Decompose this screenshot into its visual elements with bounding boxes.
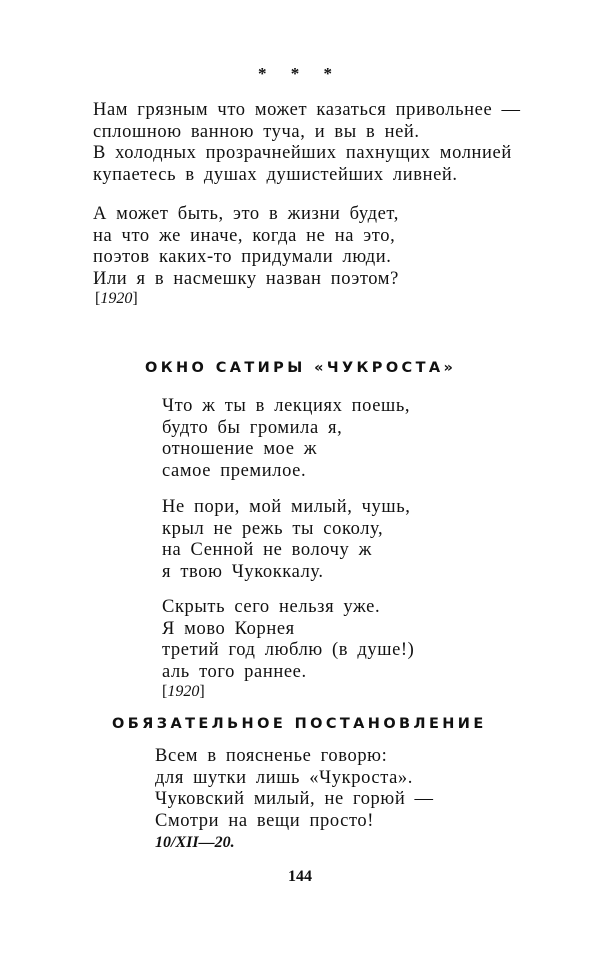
poem2-stanza-1 [162,396,410,482]
verse-line: Чуковский милый, не горюй — [155,789,434,809]
poem2-stanza-2 [162,497,411,583]
verse-line: А может быть, это в жизни будет, [93,204,399,224]
verse-line: для шутки лишь «Чукроста». [155,767,413,788]
verse-line: Смотри на вещи просто! [155,810,375,831]
verse-line: Всем в поясненье говорю: [155,746,388,766]
verse-line: на что же иначе, когда не на это, [93,225,396,246]
verse-line: крыл не режь ты соколу, [162,518,384,539]
page-number: 144 [288,868,312,885]
verse-line: Нам грязным что может казаться привольнее — [93,100,521,120]
verse-line: Не пори, мой милый, чушь, [162,497,411,517]
verse-line: поэтов каких-то придумали люди. [93,247,392,267]
verse-line: аль того раннее. [162,661,307,682]
verse-line: я твою Чукоккалу. [162,561,324,582]
poem2-date: [1920] [162,683,205,700]
verse-line: Я мово Корнея [162,618,295,639]
verse-line: на Сенной не волочу ж [162,540,373,560]
verse-line: сплошною ванною туча, и вы в ней. [93,121,420,142]
poem3-stanza-1 [155,746,434,832]
poem2-stanza-3 [162,597,414,683]
verse-line: В холодных прозрачнейших пахнущих молнией [93,143,512,163]
verse-line: самое премилое. [162,460,307,481]
section-separator: * * * [258,64,342,83]
poem3-date: 10/XII—20. [155,834,235,851]
poem2-title: ОКНО САТИРЫ «ЧУКРОСТА» [145,360,457,376]
poem1-stanza-1 [93,100,521,186]
verse-line: Скрыть сего нельзя уже. [162,597,381,617]
poem1-stanza-2 [93,204,399,290]
verse-line: Или я в насмешку назван поэтом? [93,268,399,289]
verse-line: третий год люблю (в душе!) [162,640,415,660]
verse-line: будто бы громила я, [162,417,343,438]
verse-line: Что ж ты в лекциях поешь, [162,396,411,416]
poem3-title: ОБЯЗАТЕЛЬНОЕ ПОСТАНОВЛЕНИЕ [112,716,487,732]
poem1-date: [1920] [95,290,138,307]
verse-line: купаетесь в душах душистейших ливней. [93,164,458,185]
verse-line: отношение мое ж [162,439,318,459]
